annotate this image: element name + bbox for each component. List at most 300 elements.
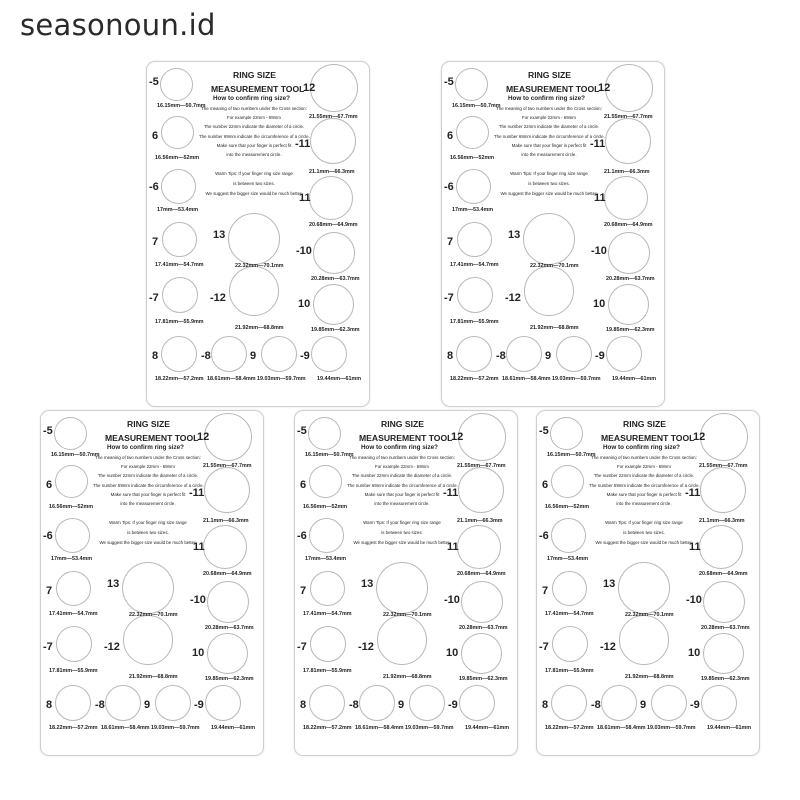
ring-measurement: 17.41mm—54.7mm xyxy=(545,611,594,617)
ring-circle xyxy=(551,518,586,553)
ring-measurement: 20.68mm—64.9mm xyxy=(699,571,748,577)
ring-size-label: 13 xyxy=(361,578,374,590)
ring-circle xyxy=(359,685,395,721)
ring-size-label: -6 xyxy=(149,181,159,193)
ring-circle xyxy=(377,615,427,665)
ring-circle xyxy=(461,581,503,623)
ring-measurement: 19.85mm—62.3mm xyxy=(459,676,508,682)
ring-circle xyxy=(313,284,354,325)
ring-size-label: -10 xyxy=(686,594,702,606)
ring-size-label: -10 xyxy=(190,594,206,606)
ring-circle xyxy=(56,571,91,606)
instruction-line: The number 69mm indicate the circumference of a circle. xyxy=(199,133,310,139)
ring-size-label: 8 xyxy=(447,350,454,362)
ring-size-label: -11 xyxy=(443,487,459,499)
ring-measurement: 21.92mm—68.8mm xyxy=(530,325,579,331)
ring-circle xyxy=(409,685,445,721)
ring-measurement: 16.56mm—52mm xyxy=(155,155,200,161)
ring-size-label: 7 xyxy=(447,236,454,248)
ring-circle xyxy=(160,68,193,101)
ring-circle xyxy=(605,118,651,164)
ring-circle xyxy=(203,525,247,569)
ring-size-label: -11 xyxy=(295,138,311,150)
ring-size-label: -9 xyxy=(448,699,458,711)
ring-size-label: -10 xyxy=(296,245,312,257)
tip-line: is between two sizes. xyxy=(623,530,665,535)
ring-size-label: 9 xyxy=(640,699,647,711)
ring-measurement: 16.56mm—52mm xyxy=(303,504,348,510)
ring-measurement: 21.92mm—68.8mm xyxy=(235,325,284,331)
ring-size-label: -7 xyxy=(444,292,454,304)
ring-measurement: 18.22mm—57.2mm xyxy=(49,725,98,731)
ring-size-label: -10 xyxy=(591,245,607,257)
ring-size-label: -11 xyxy=(685,487,701,499)
ring-size-label: 12 xyxy=(197,431,210,443)
ring-measurement: 19.85mm—62.3mm xyxy=(606,327,655,333)
card-subtitle: MEASUREMENT TOOL xyxy=(601,433,695,443)
instruction-line: For example 22mm - 69mm xyxy=(227,115,281,121)
ring-circle xyxy=(55,518,90,553)
ring-circle xyxy=(211,336,247,372)
ring-circle xyxy=(457,222,492,257)
ring-size-label: -11 xyxy=(590,138,606,150)
ring-circle xyxy=(311,336,347,372)
ring-size-label: -6 xyxy=(539,530,549,542)
ring-size-card xyxy=(40,410,264,756)
ring-size-card xyxy=(536,410,760,756)
tip-line: is between two sizes. xyxy=(127,530,169,535)
ring-measurement: 17mm—53.4mm xyxy=(547,556,589,562)
ring-circle xyxy=(376,562,428,614)
ring-measurement: 19.44mm—61mm xyxy=(612,376,657,382)
ring-measurement: 18.22mm—57.2mm xyxy=(155,376,204,382)
ring-size-label: -7 xyxy=(149,292,159,304)
card-title: RING SIZE xyxy=(528,70,571,80)
card-title: RING SIZE xyxy=(127,419,170,429)
ring-circle xyxy=(456,116,489,149)
ring-circle xyxy=(161,116,194,149)
ring-circle xyxy=(229,266,279,316)
ring-measurement: 22.32mm—70.1mm xyxy=(235,263,284,269)
ring-circle xyxy=(122,562,174,614)
ring-measurement: 20.68mm—64.9mm xyxy=(203,571,252,577)
instruction-line: For example 22mm - 69mm xyxy=(121,464,175,470)
ring-size-label: -12 xyxy=(210,292,226,304)
ring-size-label: 7 xyxy=(152,236,159,248)
ring-measurement: 19.44mm—61mm xyxy=(211,725,256,731)
ring-measurement: 21.1mm—66.3mm xyxy=(203,518,249,524)
ring-measurement: 18.61mm—58.4mm xyxy=(207,376,256,382)
ring-measurement: 21.55mm—67.7mm xyxy=(604,114,653,120)
ring-size-label: -9 xyxy=(300,350,310,362)
ring-circle xyxy=(55,685,91,721)
ring-measurement: 21.55mm—67.7mm xyxy=(699,463,748,469)
ring-circle xyxy=(456,336,492,372)
ring-circle xyxy=(309,176,353,220)
ring-circle xyxy=(524,266,574,316)
ring-measurement: 18.22mm—57.2mm xyxy=(450,376,499,382)
ring-size-label: -12 xyxy=(104,641,120,653)
ring-measurement: 17mm—53.4mm xyxy=(452,207,494,213)
ring-circle xyxy=(459,685,495,721)
ring-size-label: 7 xyxy=(300,585,307,597)
ring-size-label: 8 xyxy=(542,699,549,711)
ring-measurement: 18.22mm—57.2mm xyxy=(303,725,352,731)
ring-size-label: 10 xyxy=(446,647,459,659)
card-subtitle: MEASUREMENT TOOL xyxy=(105,433,199,443)
ring-measurement: 16.56mm—52mm xyxy=(450,155,495,161)
instruction-line: The meaning of two numbers under the Cross section: xyxy=(591,455,697,460)
card-subtitle: MEASUREMENT TOOL xyxy=(359,433,453,443)
instruction-line: Make sure that your finger is perfect fit xyxy=(511,142,587,148)
ring-size-label: -12 xyxy=(505,292,521,304)
ring-circle xyxy=(550,417,583,450)
ring-size-label: -6 xyxy=(297,530,307,542)
card-question: How to confirm ring size? xyxy=(603,444,680,451)
ring-measurement: 20.28mm—63.7mm xyxy=(606,276,655,282)
ring-measurement: 16.56mm—52mm xyxy=(49,504,94,510)
ring-measurement: 16.56mm—52mm xyxy=(545,504,590,510)
ring-measurement: 17.41mm—54.7mm xyxy=(49,611,98,617)
ring-size-label: -7 xyxy=(539,641,549,653)
instruction-line: The meaning of two numbers under the Cross section: xyxy=(201,106,307,111)
tip-line: Warm Tips: If your finger ring size range xyxy=(510,171,588,176)
ring-measurement: 19.85mm—62.3mm xyxy=(205,676,254,682)
ring-measurement: 17.81mm—55.9mm xyxy=(49,668,98,674)
instruction-line: The number 69mm indicate the circumference of a circle. xyxy=(589,482,700,488)
ring-size-label: -6 xyxy=(444,181,454,193)
tip-line: Warm Tips: If your finger ring size range xyxy=(363,520,441,525)
ring-circle xyxy=(105,685,141,721)
ring-measurement: 17mm—53.4mm xyxy=(51,556,93,562)
ring-circle xyxy=(161,169,196,204)
ring-size-label: 13 xyxy=(213,229,226,241)
ring-measurement: 22.32mm—70.1mm xyxy=(383,612,432,618)
ring-circle xyxy=(456,169,491,204)
ring-size-label: 7 xyxy=(542,585,549,597)
instruction-line: Make sure that your finger is perfect fit xyxy=(110,491,186,497)
ring-measurement: 18.61mm—58.4mm xyxy=(355,725,404,731)
instruction-line: into the measurement circle. xyxy=(616,501,672,506)
tip-line: Warm Tips: If your finger ring size range xyxy=(215,171,293,176)
ring-size-label: -7 xyxy=(43,641,53,653)
ring-circle xyxy=(461,633,502,674)
ring-circle xyxy=(701,685,737,721)
ring-circle xyxy=(457,525,501,569)
ring-circle xyxy=(458,413,506,461)
instruction-line: into the measurement circle. xyxy=(120,501,176,506)
ring-size-label: 11 xyxy=(447,541,459,553)
ring-size-card xyxy=(441,61,665,407)
ring-size-label: -9 xyxy=(690,699,700,711)
ring-circle xyxy=(552,571,587,606)
instruction-line: For example 22mm - 69mm xyxy=(375,464,429,470)
ring-circle xyxy=(310,64,358,112)
instruction-line: The number 69mm indicate the circumference of a circle. xyxy=(347,482,458,488)
ring-circle xyxy=(309,685,345,721)
card-question: How to confirm ring size? xyxy=(213,95,290,102)
ring-measurement: 18.61mm—58.4mm xyxy=(502,376,551,382)
ring-size-label: -9 xyxy=(194,699,204,711)
ring-size-label: 6 xyxy=(46,479,53,491)
ring-circle xyxy=(618,562,670,614)
ring-measurement: 17.41mm—54.7mm xyxy=(303,611,352,617)
tip-line: is between two sizes. xyxy=(381,530,423,535)
ring-circle xyxy=(457,277,493,313)
ring-size-label: 12 xyxy=(598,82,611,94)
ring-circle xyxy=(155,685,191,721)
instruction-line: The number 22mm indicate the diameter of a circle. xyxy=(97,473,199,479)
ring-size-label: 12 xyxy=(693,431,706,443)
ring-size-label: 6 xyxy=(542,479,549,491)
ring-circle xyxy=(54,417,87,450)
ring-circle xyxy=(601,685,637,721)
ring-circle xyxy=(700,413,748,461)
tip-line: We suggest the bigger size would be much better. xyxy=(595,540,693,545)
ring-circle xyxy=(605,64,653,112)
ring-measurement: 21.92mm—68.8mm xyxy=(625,674,674,680)
ring-measurement: 20.28mm—63.7mm xyxy=(701,625,750,631)
ring-circle xyxy=(552,626,588,662)
ring-size-label: 13 xyxy=(107,578,120,590)
ring-circle xyxy=(309,465,342,498)
ring-measurement: 22.32mm—70.1mm xyxy=(530,263,579,269)
ring-circle xyxy=(310,571,345,606)
brand-watermark: seasonoun.id xyxy=(20,8,216,42)
instruction-line: into the measurement circle. xyxy=(521,152,577,157)
instruction-line: The number 22mm indicate the diameter of a circle. xyxy=(351,473,453,479)
ring-circle xyxy=(458,467,504,513)
ring-size-label: 10 xyxy=(593,298,606,310)
instruction-line: The number 69mm indicate the circumference of a circle. xyxy=(93,482,204,488)
ring-measurement: 17.41mm—54.7mm xyxy=(450,262,499,268)
ring-measurement: 16.15mm—50.7mm xyxy=(51,452,100,458)
ring-circle xyxy=(619,615,669,665)
ring-circle xyxy=(261,336,297,372)
ring-measurement: 21.1mm—66.3mm xyxy=(309,169,355,175)
instruction-line: Make sure that your finger is perfect fit xyxy=(606,491,682,497)
ring-size-label: 6 xyxy=(152,130,159,142)
ring-circle xyxy=(162,222,197,257)
ring-circle xyxy=(651,685,687,721)
ring-circle xyxy=(703,581,745,623)
ring-circle xyxy=(556,336,592,372)
ring-measurement: 21.55mm—67.7mm xyxy=(457,463,506,469)
ring-size-label: 10 xyxy=(298,298,311,310)
ring-size-label: 12 xyxy=(451,431,464,443)
instruction-line: Make sure that your finger is perfect fit xyxy=(216,142,292,148)
card-question: How to confirm ring size? xyxy=(361,444,438,451)
ring-measurement: 19.85mm—62.3mm xyxy=(701,676,750,682)
instruction-line: The number 22mm indicate the diameter of a circle. xyxy=(203,124,305,130)
ring-measurement: 16.15mm—50.7mm xyxy=(305,452,354,458)
ring-measurement: 20.28mm—63.7mm xyxy=(311,276,360,282)
ring-measurement: 22.32mm—70.1mm xyxy=(129,612,178,618)
card-subtitle: MEASUREMENT TOOL xyxy=(211,84,305,94)
ring-measurement: 18.61mm—58.4mm xyxy=(101,725,150,731)
ring-size-label: -5 xyxy=(539,425,549,437)
instruction-line: The meaning of two numbers under the Cross section: xyxy=(496,106,602,111)
ring-circle xyxy=(310,118,356,164)
ring-size-label: -5 xyxy=(444,76,454,88)
instruction-line: The meaning of two numbers under the Cross section: xyxy=(95,455,201,460)
ring-size-label: -7 xyxy=(297,641,307,653)
ring-circle xyxy=(204,413,252,461)
ring-measurement: 21.55mm—67.7mm xyxy=(309,114,358,120)
ring-measurement: 21.92mm—68.8mm xyxy=(383,674,432,680)
ring-measurement: 20.28mm—63.7mm xyxy=(205,625,254,631)
ring-size-label: -12 xyxy=(358,641,374,653)
ring-size-label: -8 xyxy=(201,350,211,362)
ring-measurement: 17mm—53.4mm xyxy=(305,556,347,562)
tip-line: We suggest the bigger size would be much better. xyxy=(99,540,197,545)
ring-size-label: -11 xyxy=(189,487,205,499)
ring-measurement: 19.03mm—59.7mm xyxy=(151,725,200,731)
ring-size-label: 7 xyxy=(46,585,53,597)
ring-measurement: 17.81mm—55.9mm xyxy=(545,668,594,674)
ring-size-label: 8 xyxy=(300,699,307,711)
ring-circle xyxy=(207,581,249,623)
card-title: RING SIZE xyxy=(233,70,276,80)
ring-circle xyxy=(161,336,197,372)
ring-size-label: 11 xyxy=(193,541,205,553)
tip-line: We suggest the bigger size would be much better. xyxy=(353,540,451,545)
ring-measurement: 20.28mm—63.7mm xyxy=(459,625,508,631)
tip-line: Warm Tips: If your finger ring size range xyxy=(605,520,683,525)
ring-size-card xyxy=(146,61,370,407)
ring-size-label: 13 xyxy=(508,229,521,241)
ring-measurement: 20.68mm—64.9mm xyxy=(457,571,506,577)
ring-measurement: 16.15mm—50.7mm xyxy=(452,103,501,109)
instruction-line: The meaning of two numbers under the Cross section: xyxy=(349,455,455,460)
ring-size-label: 12 xyxy=(303,82,316,94)
ring-size-label: 6 xyxy=(300,479,307,491)
ring-size-label: -8 xyxy=(95,699,105,711)
tip-line: is between two sizes. xyxy=(233,181,275,186)
ring-measurement: 21.92mm—68.8mm xyxy=(129,674,178,680)
ring-measurement: 17.81mm—55.9mm xyxy=(450,319,499,325)
ring-circle xyxy=(55,465,88,498)
ring-size-label: -10 xyxy=(444,594,460,606)
ring-circle xyxy=(699,525,743,569)
ring-size-label: 10 xyxy=(688,647,701,659)
ring-size-label: 11 xyxy=(299,192,311,204)
ring-circle xyxy=(56,626,92,662)
ring-measurement: 21.55mm—67.7mm xyxy=(203,463,252,469)
tip-line: is between two sizes. xyxy=(528,181,570,186)
ring-size-label: 11 xyxy=(689,541,701,553)
instruction-line: Make sure that your finger is perfect fit xyxy=(364,491,440,497)
instruction-line: The number 22mm indicate the diameter of a circle. xyxy=(498,124,600,130)
ring-circle xyxy=(608,232,650,274)
card-title: RING SIZE xyxy=(623,419,666,429)
ring-measurement: 17.41mm—54.7mm xyxy=(155,262,204,268)
ring-measurement: 17mm—53.4mm xyxy=(157,207,199,213)
instruction-line: For example 22mm - 69mm xyxy=(522,115,576,121)
ring-size-label: -5 xyxy=(149,76,159,88)
ring-size-label: -5 xyxy=(297,425,307,437)
instruction-line: For example 22mm - 69mm xyxy=(617,464,671,470)
ring-circle xyxy=(551,685,587,721)
tip-line: Warm Tips: If your finger ring size range xyxy=(109,520,187,525)
ring-measurement: 19.03mm—59.7mm xyxy=(405,725,454,731)
ring-measurement: 17.81mm—55.9mm xyxy=(155,319,204,325)
ring-circle xyxy=(205,685,241,721)
ring-size-label: 9 xyxy=(398,699,405,711)
ring-size-label: -12 xyxy=(600,641,616,653)
ring-circle xyxy=(123,615,173,665)
ring-size-card xyxy=(294,410,518,756)
instruction-line: into the measurement circle. xyxy=(374,501,430,506)
ring-measurement: 19.44mm—61mm xyxy=(707,725,752,731)
card-question: How to confirm ring size? xyxy=(107,444,184,451)
ring-measurement: 19.44mm—61mm xyxy=(317,376,362,382)
ring-measurement: 21.1mm—66.3mm xyxy=(457,518,503,524)
ring-measurement: 16.15mm—50.7mm xyxy=(157,103,206,109)
ring-circle xyxy=(228,213,280,265)
ring-size-label: 13 xyxy=(603,578,616,590)
ring-measurement: 19.44mm—61mm xyxy=(465,725,510,731)
ring-circle xyxy=(604,176,648,220)
ring-circle xyxy=(310,626,346,662)
instruction-line: into the measurement circle. xyxy=(226,152,282,157)
ring-measurement: 16.15mm—50.7mm xyxy=(547,452,596,458)
ring-measurement: 18.22mm—57.2mm xyxy=(545,725,594,731)
instruction-line: The number 69mm indicate the circumference of a circle. xyxy=(494,133,605,139)
ring-circle xyxy=(700,467,746,513)
ring-circle xyxy=(551,465,584,498)
ring-circle xyxy=(608,284,649,325)
ring-circle xyxy=(313,232,355,274)
ring-circle xyxy=(207,633,248,674)
ring-circle xyxy=(606,336,642,372)
ring-size-label: -5 xyxy=(43,425,53,437)
ring-measurement: 18.61mm—58.4mm xyxy=(597,725,646,731)
ring-measurement: 19.03mm—59.7mm xyxy=(552,376,601,382)
ring-size-label: 9 xyxy=(545,350,552,362)
ring-measurement: 19.03mm—59.7mm xyxy=(647,725,696,731)
ring-measurement: 17.81mm—55.9mm xyxy=(303,668,352,674)
ring-size-label: 10 xyxy=(192,647,205,659)
ring-circle xyxy=(523,213,575,265)
ring-measurement: 21.1mm—66.3mm xyxy=(604,169,650,175)
ring-circle xyxy=(204,467,250,513)
card-subtitle: MEASUREMENT TOOL xyxy=(506,84,600,94)
ring-circle xyxy=(506,336,542,372)
ring-size-label: 9 xyxy=(144,699,151,711)
ring-measurement: 19.85mm—62.3mm xyxy=(311,327,360,333)
ring-circle xyxy=(309,518,344,553)
ring-size-label: -6 xyxy=(43,530,53,542)
tip-line: We suggest the bigger size would be much better. xyxy=(205,191,303,196)
ring-size-label: 11 xyxy=(594,192,606,204)
ring-size-label: 9 xyxy=(250,350,257,362)
ring-size-label: 8 xyxy=(152,350,159,362)
ring-measurement: 21.1mm—66.3mm xyxy=(699,518,745,524)
ring-size-label: 6 xyxy=(447,130,454,142)
tip-line: We suggest the bigger size would be much better. xyxy=(500,191,598,196)
ring-measurement: 20.68mm—64.9mm xyxy=(309,222,358,228)
ring-measurement: 22.32mm—70.1mm xyxy=(625,612,674,618)
ring-measurement: 19.03mm—59.7mm xyxy=(257,376,306,382)
ring-measurement: 20.68mm—64.9mm xyxy=(604,222,653,228)
card-title: RING SIZE xyxy=(381,419,424,429)
ring-circle xyxy=(703,633,744,674)
ring-size-label: 8 xyxy=(46,699,53,711)
card-question: How to confirm ring size? xyxy=(508,95,585,102)
ring-size-label: -8 xyxy=(349,699,359,711)
ring-circle xyxy=(162,277,198,313)
